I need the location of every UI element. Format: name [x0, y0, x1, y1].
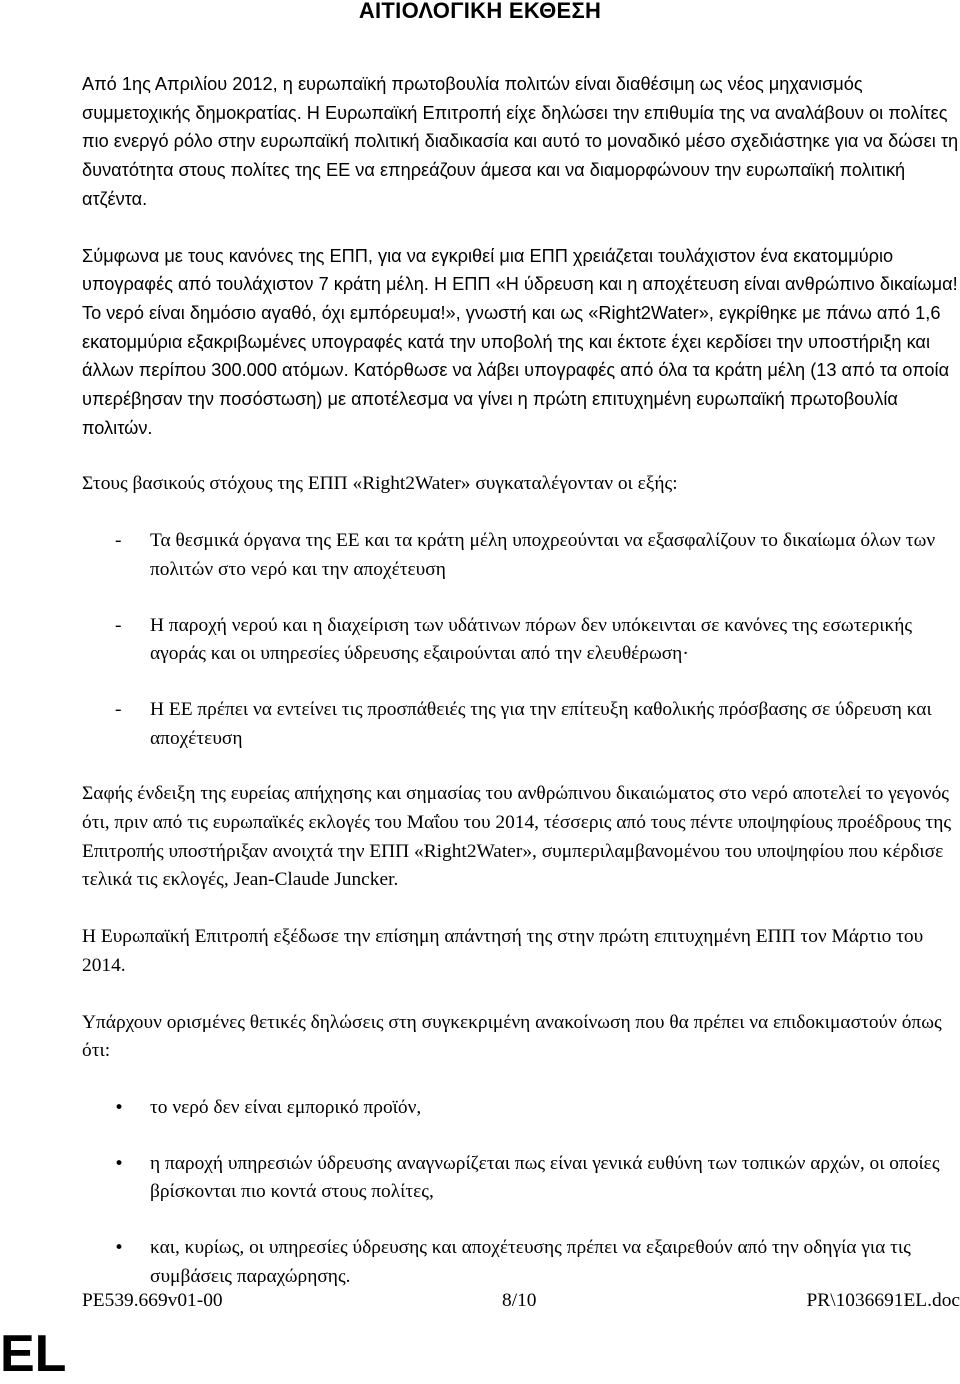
list-item-text: Η ΕΕ πρέπει να εντείνει τις προσπάθειές της για την επίτευξη καθολικής πρόσβασης σε ύδρευση και αποχέτευση: [150, 698, 932, 749]
bullet-marker: •: [114, 1238, 125, 1259]
statements-list: [82, 1094, 960, 1292]
list-item-text: Η παροχή νερού και η διαχείριση των υδάτινων πόρων δεν υπόκεινται σε κανόνες της εσωτερικής αγοράς και οι υπηρεσίες ύδρευσης εξαιρούνται από την ελευθέρωση·: [150, 614, 913, 665]
list-item: [82, 1234, 960, 1291]
list-item: [82, 1150, 960, 1207]
list-item-text: η παροχή υπηρεσιών ύδρευσης αναγνωρίζεται πως είναι γενικά ευθύνη των τοπικών αρχών, οι οποίες βρίσκονται πιο κοντά στους πολίτες,: [150, 1152, 940, 1203]
dash-marker: -: [115, 530, 122, 552]
paragraph-commission-reply: Η Ευρωπαϊκή Επιτροπή εξέδωσε την επίσημη απάντησή της στην πρώτη επιτυχημένη ΕΠΠ τον Μάρτιο του 2014.: [82, 926, 924, 976]
file-reference: PR\1036691EL.doc: [806, 1290, 960, 1311]
page-title: ΑΙΤΙΟΛΟΓΙΚΗ ΕΚΘΕΣΗ: [358, 0, 602, 23]
paragraph-objectives-intro: Στους βασικούς στόχους της ΕΠΠ «Right2Water» συγκαταλέγονταν οι εξής:: [82, 473, 678, 495]
list-item: [82, 527, 960, 584]
list-item-text: Τα θεσμικά όργανα της ΕΕ και τα κράτη μέλη υποχρεούνται να εξασφαλίζουν το δικαίωμα όλων των πολιτών στο νερό και την αποχέτευση: [150, 530, 936, 580]
list-item-text: το νερό δεν είναι εμπορικό προϊόν,: [150, 1096, 422, 1118]
language-code: EL: [0, 1325, 67, 1383]
paragraph-eci-rules: Σύμφωνα με τους κανόνες της ΕΠΠ, για να εγκριθεί μια ΕΠΠ χρειάζεται τουλάχιστον ένα εκατομμύριο υπογραφές από τουλάχιστον 7 κράτη μέλη. Η ΕΠΠ «Η ύδρευση και η αποχέτευση είναι ανθρώπινο δικαίωμα! Το νερό είναι δημόσιο αγαθό, όχι εμπόρευμα!», γνωστή και ως «Right2Water», εγκρίθηκε με πάνω από 1,6 εκατομμύρια εξακριβωμένες υπογραφές κατά την υποβολή της και έκτοτε έχει κερδίσει την υποστήριξη και άλλων περίπου 300.000 ατόμων. Κατόρθωσε να λάβει υπογραφές από όλα τα κράτη μέλη (13 από τα οποία υπερέβησαν την ποσόστωση) με αποτέλεσμα να γίνει η πρώτη επιτυχημένη ευρωπαϊκή πρωτοβουλία πολιτών.: [82, 245, 958, 438]
paragraph-intro: Από 1ης Απριλίου 2012, η ευρωπαϊκή πρωτοβουλία πολιτών είναι διαθέσιμη ως νέος μηχανισμός συμμετοχικής δημοκρατίας. Η Ευρωπαϊκή Επιτροπή είχε δηλώσει την επιθυμία της να αναλάβουν οι πολίτες πιο ενεργό ρόλο στην ευρωπαϊκή πολιτική διαδικασία και αυτό το μοναδικό μέσο σχεδιάστηκε για να δώσει τη δυνατότητα στους πολίτες της ΕΕ να επηρεάζουν άμεσα και να διαμορφώνουν την ευρωπαϊκή πολιτική ατζέντα.: [82, 74, 959, 209]
list-item-text: και, κυρίως, οι υπηρεσίες ύδρευσης και αποχέτευσης πρέπει να εξαιρεθούν από την οδηγία για τις συμβάσεις παραχώρησης.: [150, 1237, 911, 1287]
document-reference: PE539.669v01-00: [82, 1290, 223, 1311]
dash-marker: -: [115, 698, 122, 720]
objectives-list: [82, 527, 960, 753]
list-item: [82, 696, 960, 753]
paragraph-elections: Σαφής ένδειξη της ευρείας απήχησης και σημασίας του ανθρώπινου δικαιώματος στο νερό αποτελεί το γεγονός ότι, πριν από τις ευρωπαϊκές εκλογές του Μαΐου του 2014, τέσσερις από τους πέντε υποψηφίους προέδρους της Επιτροπής υποστήριξαν ανοιχτά την ΕΠΠ «Right2Water», συμπεριλαμβανομένου του υποψηφίου που κέρδισε τελικά τις εκλογές, Jean-Claude Juncker.: [82, 783, 952, 891]
paragraph-positive-statements: Υπάρχουν ορισμένες θετικές δηλώσεις στη συγκεκριμένη ανακοίνωση που θα πρέπει να επιδοκιμαστούν όπως ότι:: [82, 1011, 942, 1062]
dash-marker: -: [115, 614, 122, 636]
list-item: [82, 612, 960, 669]
document-body: [82, 70, 960, 1319]
bullet-marker: •: [114, 1097, 125, 1118]
page-number: 8/10: [502, 1290, 537, 1311]
bullet-marker: •: [114, 1153, 125, 1174]
list-item: [82, 1094, 960, 1123]
